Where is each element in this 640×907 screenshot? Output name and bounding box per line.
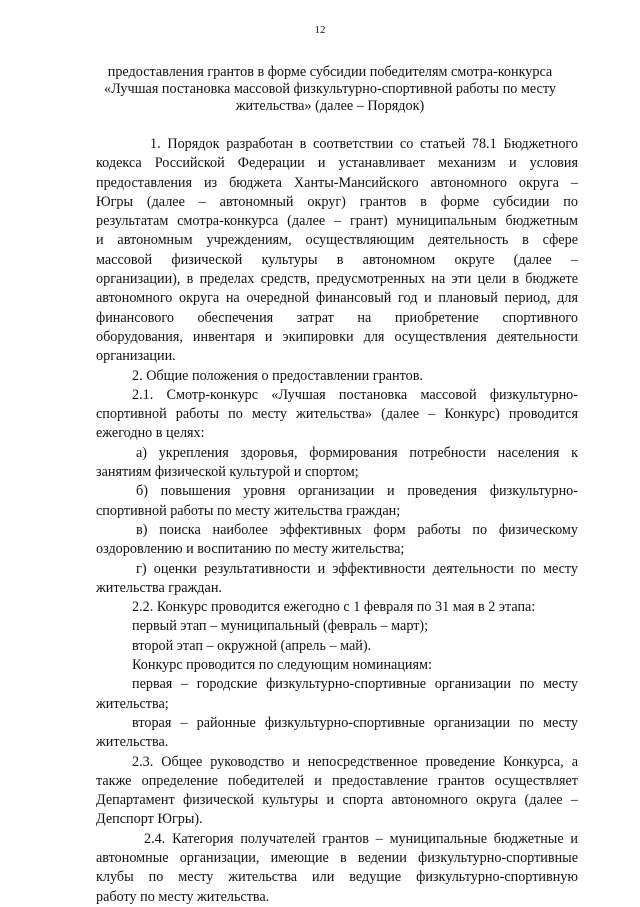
body-line: жительства граждан.: [96, 579, 222, 596]
body-line: в) поиска наиболее эффективных форм работы по физическому: [136, 521, 578, 538]
body-line: ежегодно в целях:: [96, 425, 205, 442]
body-line: Конкурс проводится по следующим номинациям:: [132, 657, 432, 674]
body-line: также определение победителей и предоставление грантов осуществляет: [96, 772, 578, 789]
body-line: первый этап – муниципальный (февраль – март);: [132, 618, 429, 635]
body-line: результатам смотра-конкурса (далее – грант) муниципальным бюджетным: [96, 213, 578, 230]
body-line: второй этап – окружной (апрель – май).: [132, 637, 372, 654]
title-line: предоставления грантов в форме субсидии победителям смотра-конкурса: [107, 64, 553, 80]
body-line: занятиям физической культурой и спортом;: [96, 464, 359, 481]
body-line: и автономным учреждениям, осуществляющим деятельность в сфере: [96, 232, 578, 249]
body-line: автономные организации, имеющие в ведении физкультурно-спортивные: [96, 849, 578, 866]
document-body: [96, 135, 578, 907]
body-line: оборудования, инвентаря и экипировки для осуществления деятельности: [96, 328, 578, 345]
body-line: клубы по месту жительства или ведущие физкультурно-спортивную: [96, 869, 578, 886]
body-line: 2.1. Смотр-конкурс «Лучшая постановка массовой физкультурно-: [132, 386, 578, 403]
body-line: г) оценки результативности и эффективности деятельности по месту: [136, 560, 578, 577]
body-line: Депспорт Югры).: [96, 811, 203, 828]
body-line: 2.4. Категория получателей грантов – муниципальные бюджетные и: [144, 830, 578, 847]
body-line: финансового обеспечения затрат на приобретение спортивного: [96, 309, 578, 326]
body-line: Департамент физической культуры и спорта автономного округа (далее –: [96, 792, 578, 809]
body-line: организации), в пределах средств, предусмотренных на эти цели в бюджете: [96, 271, 578, 288]
body-line: 2.2. Конкурс проводится ежегодно с 1 февраля по 31 мая в 2 этапа:: [132, 599, 536, 616]
body-line: работу по месту жительства.: [96, 888, 270, 905]
body-line: 2. Общие положения о предоставлении грантов.: [132, 367, 423, 384]
body-line: спортивной работы по месту жительства граждан;: [96, 502, 401, 519]
body-line: кодекса Российской Федерации и устанавливает механизм и условия: [96, 155, 578, 172]
document-title: [70, 64, 590, 115]
body-line: оздоровлению и воспитанию по месту жительства;: [96, 541, 405, 558]
body-line: первая – городские физкультурно-спортивные организации по месту: [132, 676, 578, 693]
body-line: предоставления из бюджета Ханты-Мансийского автономного округа –: [96, 174, 578, 191]
title-line: жительства» (далее – Порядок): [235, 98, 425, 114]
body-line: организации.: [96, 348, 176, 365]
body-line: жительства;: [96, 695, 169, 712]
body-line: автономного округа на очередной финансовый год и плановый период, для: [96, 290, 578, 307]
body-line: 1. Порядок разработан в соответствии со статьей 78.1 Бюджетного: [150, 136, 578, 152]
body-line: 2.3. Общее руководство и непосредственное проведение Конкурса, а: [132, 753, 578, 770]
body-line: б) повышения уровня организации и проведения физкультурно-: [136, 483, 578, 500]
body-line: а) укрепления здоровья, формирования потребности населения к: [136, 444, 578, 461]
body-line: спортивной работы по месту жительства» (далее – Конкурс) проводится: [96, 406, 578, 423]
body-line: вторая – районные физкультурно-спортивные организации по месту: [132, 714, 578, 731]
body-line: жительства.: [96, 734, 169, 751]
body-line: Югры (далее – автономный округ) грантов в форме субсидии по: [96, 193, 578, 210]
title-line: «Лучшая постановка массовой физкультурно-спортивной работы по месту: [104, 81, 556, 97]
body-line: массовой физической культуры в автономном округе (далее –: [96, 251, 578, 268]
page-number: 12: [314, 24, 326, 36]
